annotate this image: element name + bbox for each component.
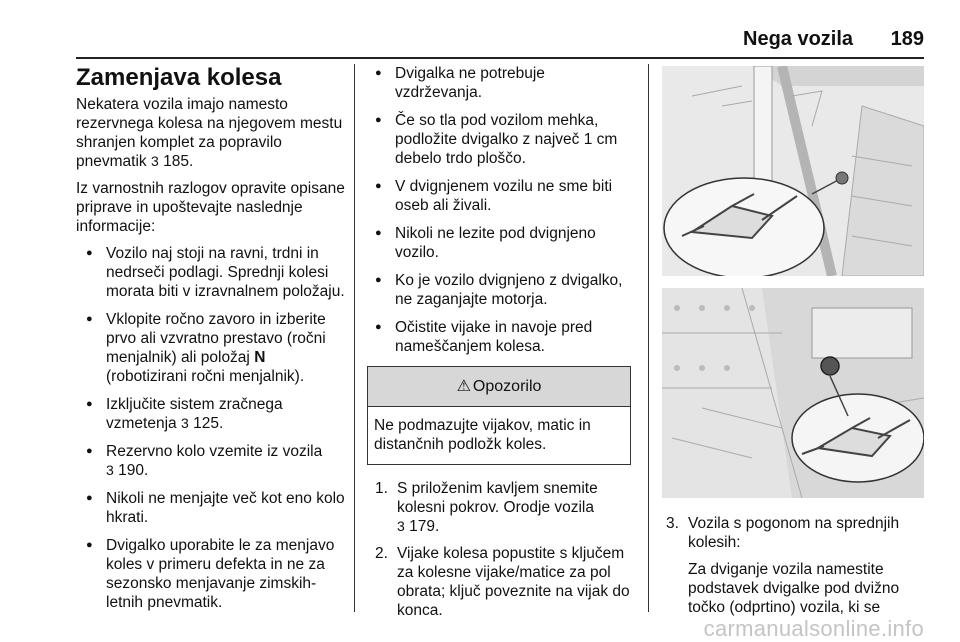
page-ref[interactable]: 179. xyxy=(409,518,440,535)
list-item xyxy=(76,536,348,612)
warning-text: Ne podmazujte vijakov, matic in distančnih podložk koles. xyxy=(374,417,591,453)
step-text: Vijake kolesa popustite s ključem za kolesne vijake/matice za pol obrata; ključ poveznite na vijak do konca. xyxy=(397,545,630,619)
list-item-text: Nikoli ne menjajte več kot eno kolo hkrati. xyxy=(106,490,345,526)
jack-storage-drawing xyxy=(662,66,924,276)
safety-paragraph: Iz varnostnih razlogov opravite opisane priprave in upoštevajte naslednje informacije: xyxy=(76,180,345,235)
list-item: ● Očistite vijake in navoje pred nameščanjem kolesa. xyxy=(371,318,635,356)
list-item xyxy=(76,489,348,527)
list-item-text: (robotizirani ročni menjalnik). xyxy=(106,368,305,385)
column-1 xyxy=(76,64,348,621)
column-divider-1 xyxy=(354,64,355,612)
list-item: ● Nikoli ne lezite pod dvignjeno vozilo. xyxy=(371,224,635,262)
step-item xyxy=(371,479,635,536)
step-item xyxy=(662,514,924,617)
section-title: Nega vozila xyxy=(743,28,854,50)
list-item: ● Dvigalka ne potrebuje vzdrževanja. xyxy=(371,64,635,102)
page-ref-icon: 3 xyxy=(397,518,405,534)
jack-under-vehicle-drawing xyxy=(662,288,924,498)
page-ref-icon: 3 xyxy=(150,153,159,169)
jack-position-illustration xyxy=(662,288,924,498)
watermark: carmanualsonline.info xyxy=(703,616,924,641)
page-ref[interactable]: 185. xyxy=(163,153,194,170)
section-heading: Zamenjava kolesa xyxy=(76,64,282,91)
list-item: ● Če so tla pod vozilom mehka, podložite dvigalko z največ 1 cm debelo trdo ploščo. xyxy=(371,111,635,168)
header-rule xyxy=(76,57,924,59)
intro-paragraph xyxy=(76,95,348,171)
list-item xyxy=(76,310,348,386)
page-number: 189 xyxy=(890,28,924,50)
page-header xyxy=(76,28,924,52)
list-item xyxy=(76,442,348,480)
list-item-text: Rezervno kolo vzemite iz vozila xyxy=(106,443,323,460)
intro-text: Nekatera vozila imajo namesto rezervnega kolesa na njegovem mestu shranjen komplet za popravilo pnevmatik xyxy=(76,96,343,170)
step-text: S priloženim kavljem snemite kolesni pokrov. Orodje vozila xyxy=(397,480,598,516)
page-ref[interactable]: 190. xyxy=(118,462,149,479)
jack-list xyxy=(371,64,635,356)
column-2 xyxy=(371,64,635,628)
list-item-text: Izključite sistem zračnega vzmetenja xyxy=(106,396,283,432)
warning-header xyxy=(368,367,630,407)
column-3 xyxy=(662,514,924,625)
list-item: ● Ko je vozilo dvignjeno z dvigalko, ne zaganjajte motorja. xyxy=(371,271,635,309)
list-item: ● V dvignjenem vozilu ne sme biti oseb ali živali. xyxy=(371,177,635,215)
list-item-text: Dvigalko uporabite le za menjavo koles v primeru defekta in ne za sezonsko menjavanje zimskih-letnih pnevmatik. xyxy=(106,537,335,611)
list-item-text: Vozilo naj stoji na ravni, trdni in nedrseči podlagi. Sprednji kolesi morata biti v izravnalnem položaju. xyxy=(106,245,345,300)
list-item xyxy=(76,395,348,433)
step-item xyxy=(371,544,635,620)
page-ref-icon: 3 xyxy=(180,415,189,431)
page-ref[interactable]: 125. xyxy=(193,415,224,432)
warning-title: Opozorilo xyxy=(472,378,542,395)
steps-list-continued xyxy=(662,514,924,617)
warning-triangle-icon: ⚠ xyxy=(456,378,471,395)
warning-box xyxy=(367,366,631,465)
page-ref-icon: 3 xyxy=(106,462,114,478)
steps-list xyxy=(371,479,635,620)
step-subtext: Za dviganje vozila namestite podstavek dvigalke pod dvižno točko (odprtino) vozila, ki se xyxy=(688,561,900,616)
safety-list xyxy=(76,244,348,612)
list-item-text: Vklopite ročno zavoro in izberite prvo ali vzvratno prestavo (ročni menjalnik) ali položaj xyxy=(106,311,326,366)
step-text: Vozila s pogonom na sprednjih kolesih: xyxy=(688,515,900,551)
step-number: 3. xyxy=(666,515,679,532)
column-divider-2 xyxy=(648,64,649,612)
list-item xyxy=(76,244,348,301)
jack-location-illustration xyxy=(662,66,924,276)
gear-position-label: N xyxy=(254,349,266,366)
step-number: 1. xyxy=(375,480,388,497)
step-number: 2. xyxy=(375,545,388,562)
